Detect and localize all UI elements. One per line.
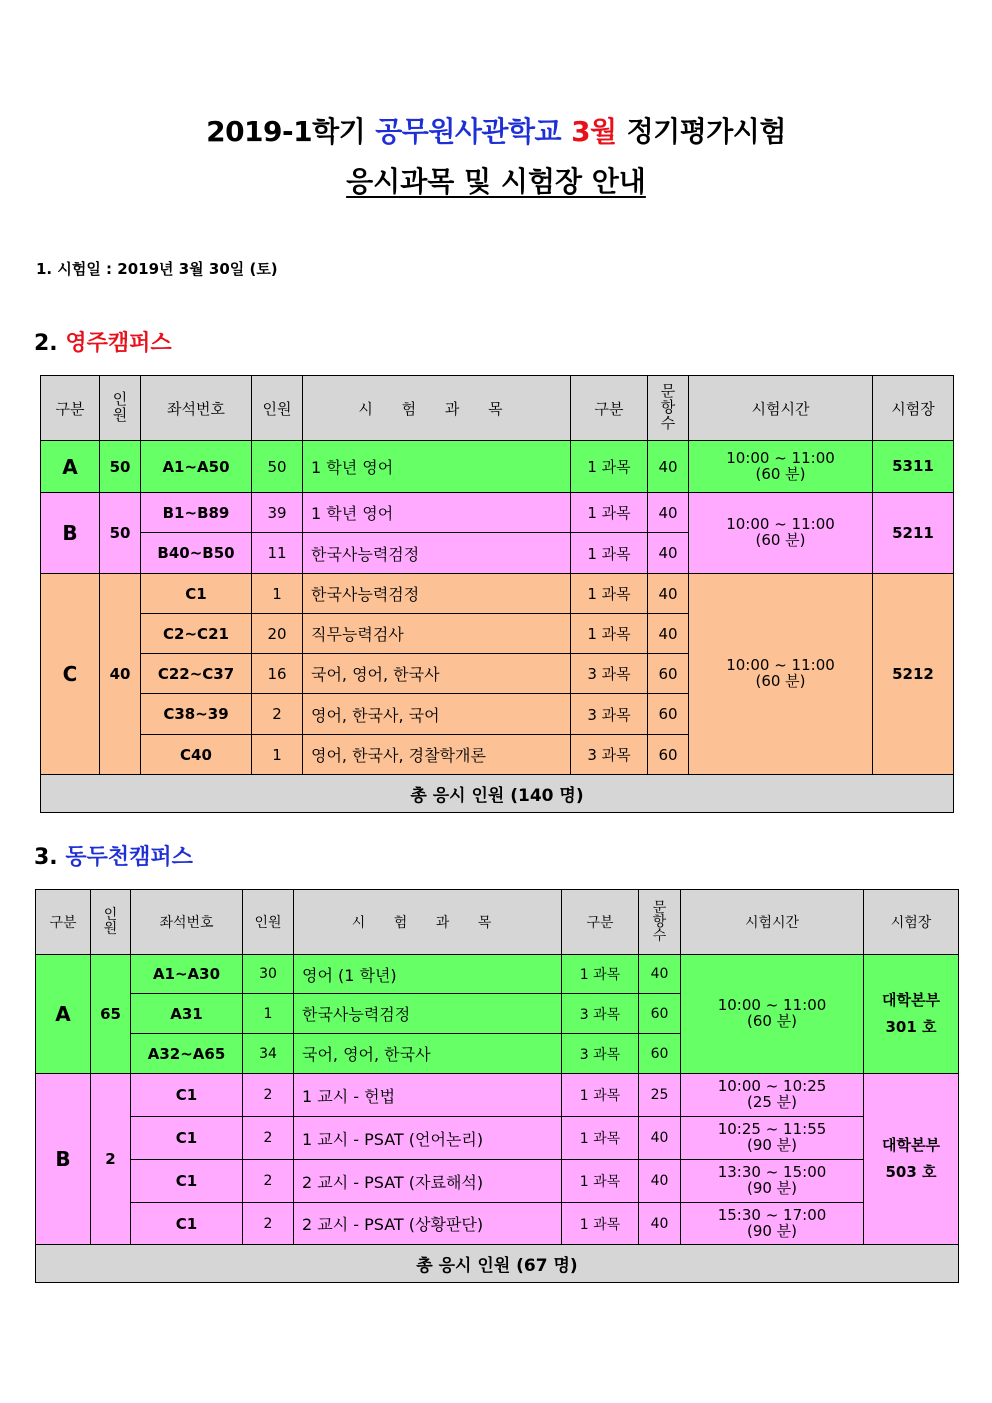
item-count: 40 <box>648 441 689 493</box>
table-row <box>41 493 954 533</box>
exam-time: 10:00 ~ 11:00 (60 분) <box>689 493 873 574</box>
table-row <box>36 1203 959 1245</box>
table-row <box>36 1117 959 1160</box>
header-group: 구분 <box>41 376 100 441</box>
subject: 한국사능력검정 <box>294 994 562 1034</box>
group-label: C <box>41 574 100 775</box>
group-label: A <box>36 955 91 1074</box>
subject: 한국사능력검정 <box>303 533 571 574</box>
title-exam: 정기평가시험 <box>626 115 786 148</box>
seat-range: C1 <box>131 1160 243 1203</box>
group-count: 50 <box>100 441 141 493</box>
total-applicants: 총 응시 인원 (140 명) <box>41 775 954 813</box>
persons: 2 <box>243 1074 294 1117</box>
persons: 34 <box>243 1034 294 1074</box>
header-seat: 좌석번호 <box>141 376 252 441</box>
subject-kind: 1 과목 <box>562 955 639 994</box>
subject-kind: 1 과목 <box>571 614 648 654</box>
subject-kind: 1 과목 <box>571 533 648 574</box>
header-room: 시험장 <box>873 376 954 441</box>
group-label: B <box>41 493 100 574</box>
subject-kind: 3 과목 <box>562 994 639 1034</box>
item-count: 40 <box>648 574 689 614</box>
seat-range: C2~C21 <box>141 614 252 654</box>
subject-kind: 1 과목 <box>562 1203 639 1245</box>
title-semester: 2019-1학기 <box>206 115 366 148</box>
title-school: 공무원사관학교 <box>375 115 562 148</box>
item-count: 60 <box>648 694 689 735</box>
exam-room: 대학본부 301 호 <box>864 955 959 1074</box>
subject: 1 교시 - 헌법 <box>294 1074 562 1117</box>
section-number: 3. <box>34 845 58 870</box>
header-count: 인 원 <box>100 376 141 441</box>
header-kind: 구분 <box>571 376 648 441</box>
table-row <box>36 1160 959 1203</box>
subject: 직무능력검사 <box>303 614 571 654</box>
title-subtitle: 응시과목 및 시험장 안내 <box>346 165 646 198</box>
persons: 2 <box>243 1203 294 1245</box>
subject-kind: 3 과목 <box>571 735 648 775</box>
table-row <box>41 441 954 493</box>
seat-range: A31 <box>131 994 243 1034</box>
yeongju-schedule-table <box>40 375 954 813</box>
subject: 영어, 한국사, 국어 <box>303 694 571 735</box>
subject-kind: 3 과목 <box>571 694 648 735</box>
exam-room: 대학본부 503 호 <box>864 1074 959 1245</box>
persons: 1 <box>252 574 303 614</box>
seat-range: C38~39 <box>141 694 252 735</box>
persons: 39 <box>252 493 303 533</box>
header-time: 시험시간 <box>689 376 873 441</box>
item-count: 60 <box>639 1034 681 1074</box>
header-subject: 시 험 과 목 <box>294 890 562 955</box>
seat-range: A1~A50 <box>141 441 252 493</box>
subject-kind: 1 과목 <box>571 441 648 493</box>
persons: 1 <box>243 994 294 1034</box>
seat-range: C1 <box>141 574 252 614</box>
persons: 1 <box>252 735 303 775</box>
dongducheon-schedule-table <box>35 889 959 1283</box>
seat-range: B40~B50 <box>141 533 252 574</box>
seat-range: C1 <box>131 1117 243 1160</box>
seat-range: A32~A65 <box>131 1034 243 1074</box>
group-count: 2 <box>91 1074 131 1245</box>
item-count: 40 <box>648 493 689 533</box>
exam-room: 5311 <box>873 441 954 493</box>
group-count: 65 <box>91 955 131 1074</box>
header-count: 인 원 <box>91 890 131 955</box>
header-room: 시험장 <box>864 890 959 955</box>
header-kind: 구분 <box>562 890 639 955</box>
table-row <box>41 574 954 614</box>
group-count: 50 <box>100 493 141 574</box>
seat-range: B1~B89 <box>141 493 252 533</box>
table-row <box>36 1074 959 1117</box>
header-time: 시험시간 <box>681 890 864 955</box>
exam-time: 10:25 ~ 11:55 (90 분) <box>681 1117 864 1160</box>
section-yeongju-heading <box>34 326 172 357</box>
item-count: 60 <box>648 735 689 775</box>
item-count: 40 <box>648 533 689 574</box>
item-count: 40 <box>648 614 689 654</box>
item-count: 40 <box>639 1160 681 1203</box>
persons: 30 <box>243 955 294 994</box>
exam-time: 10:00 ~ 10:25 (25 분) <box>681 1074 864 1117</box>
header-group: 구분 <box>36 890 91 955</box>
table-row <box>36 955 959 994</box>
total-row <box>41 775 954 813</box>
group-label: A <box>41 441 100 493</box>
item-count: 25 <box>639 1074 681 1117</box>
exam-time: 15:30 ~ 17:00 (90 분) <box>681 1203 864 1245</box>
subject: 1 학년 영어 <box>303 441 571 493</box>
section-name: 동두천캠퍼스 <box>65 845 193 870</box>
table-header-row <box>41 376 954 441</box>
header-items: 문 항 수 <box>648 376 689 441</box>
header-seat: 좌석번호 <box>131 890 243 955</box>
header-persons: 인원 <box>243 890 294 955</box>
item-count: 40 <box>639 1203 681 1245</box>
item-count: 60 <box>639 994 681 1034</box>
item-count: 40 <box>639 1117 681 1160</box>
persons: 2 <box>243 1117 294 1160</box>
exam-time: 10:00 ~ 11:00 (60 분) <box>681 955 864 1074</box>
exam-time: 10:00 ~ 11:00 (60 분) <box>689 441 873 493</box>
subject: 영어 (1 학년) <box>294 955 562 994</box>
seat-range: C40 <box>141 735 252 775</box>
persons: 2 <box>243 1160 294 1203</box>
exam-date: 1. 시험일 : 2019년 3월 30일 (토) <box>36 260 278 278</box>
subject-kind: 1 과목 <box>562 1117 639 1160</box>
table-header-row <box>36 890 959 955</box>
persons: 2 <box>252 694 303 735</box>
persons: 11 <box>252 533 303 574</box>
exam-room: 5212 <box>873 574 954 775</box>
seat-range: A1~A30 <box>131 955 243 994</box>
subject: 1 교시 - PSAT (언어논리) <box>294 1117 562 1160</box>
section-number: 2. <box>34 331 58 356</box>
group-label: B <box>36 1074 91 1245</box>
header-persons: 인원 <box>252 376 303 441</box>
seat-range: C22~C37 <box>141 654 252 694</box>
section-name: 영주캠퍼스 <box>65 331 172 356</box>
subject-kind: 1 과목 <box>571 574 648 614</box>
subject-kind: 1 과목 <box>571 493 648 533</box>
item-count: 40 <box>639 955 681 994</box>
item-count: 60 <box>648 654 689 694</box>
subject: 국어, 영어, 한국사 <box>303 654 571 694</box>
exam-room: 5211 <box>873 493 954 574</box>
page-title-line2 <box>0 160 992 200</box>
total-row <box>36 1245 959 1283</box>
group-count: 40 <box>100 574 141 775</box>
header-subject: 시 험 과 목 <box>303 376 571 441</box>
persons: 16 <box>252 654 303 694</box>
subject: 2 교시 - PSAT (자료해석) <box>294 1160 562 1203</box>
subject-kind: 1 과목 <box>562 1074 639 1117</box>
exam-time: 13:30 ~ 15:00 (90 분) <box>681 1160 864 1203</box>
subject-kind: 1 과목 <box>562 1160 639 1203</box>
page-title-line1 <box>0 110 992 150</box>
subject: 영어, 한국사, 경찰학개론 <box>303 735 571 775</box>
subject: 1 학년 영어 <box>303 493 571 533</box>
exam-time: 10:00 ~ 11:00 (60 분) <box>689 574 873 775</box>
subject: 국어, 영어, 한국사 <box>294 1034 562 1074</box>
persons: 50 <box>252 441 303 493</box>
subject: 2 교시 - PSAT (상황판단) <box>294 1203 562 1245</box>
subject: 한국사능력검정 <box>303 574 571 614</box>
persons: 20 <box>252 614 303 654</box>
title-month: 3월 <box>571 115 617 148</box>
seat-range: C1 <box>131 1203 243 1245</box>
header-items: 문 항 수 <box>639 890 681 955</box>
section-dongducheon-heading <box>34 840 193 871</box>
subject-kind: 3 과목 <box>571 654 648 694</box>
seat-range: C1 <box>131 1074 243 1117</box>
total-applicants: 총 응시 인원 (67 명) <box>36 1245 959 1283</box>
subject-kind: 3 과목 <box>562 1034 639 1074</box>
